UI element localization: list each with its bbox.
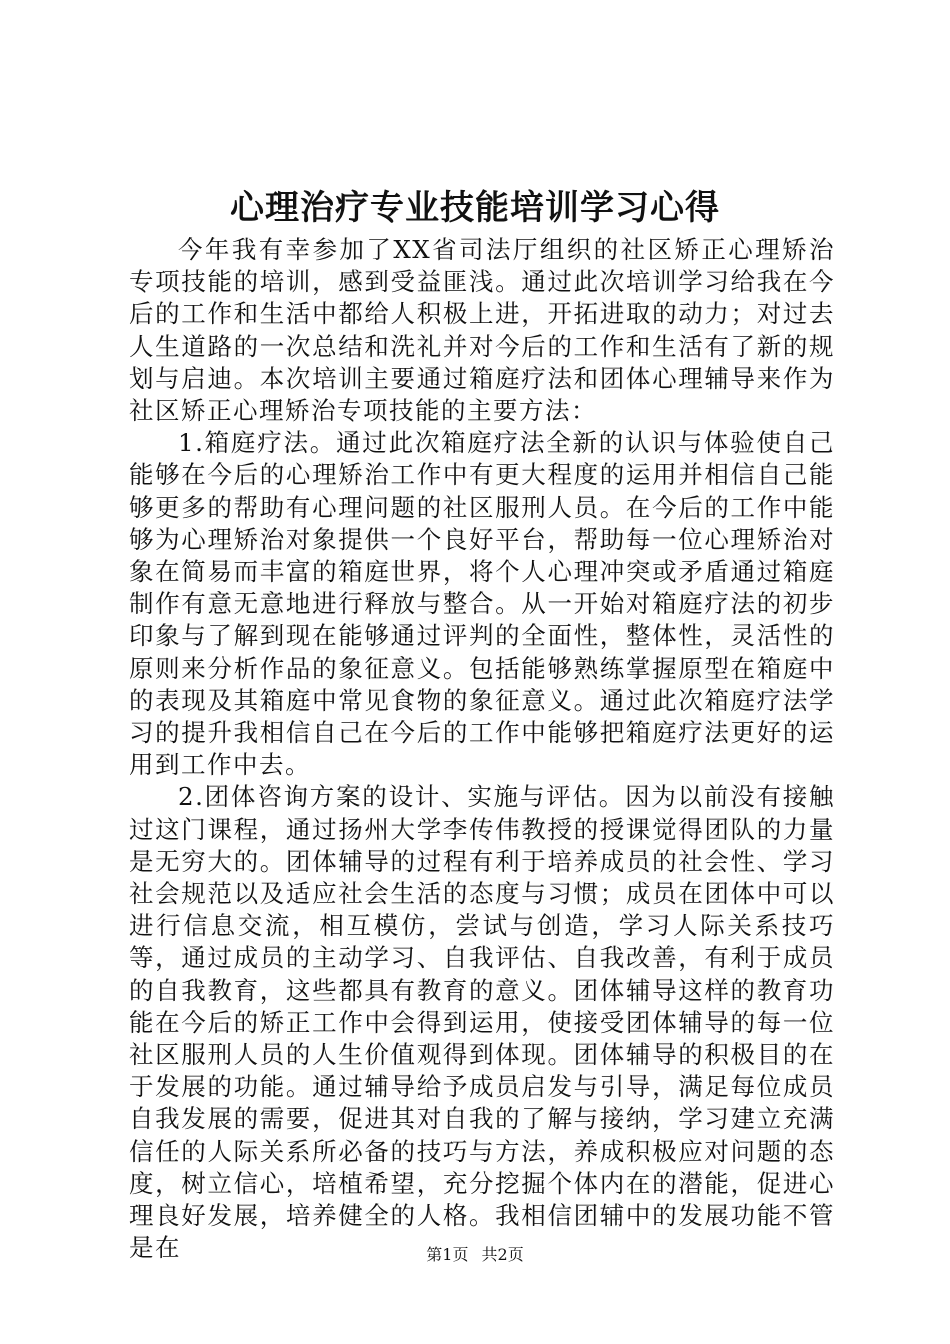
paragraph-group-counseling: 2.团体咨询方案的设计、实施与评估。因为以前没有接触过这门课程，通过扬州大学李传伟教授的授课觉得团队的力量是无穷大的。团体辅导的过程有利于培养成员的社会性、学习社会规范以及适应社会生活的态度与习惯；成员在团体中可以进行信息交流，相互模仿，尝试与创造，学习人际关系技巧等，通过成员的主动学习、自我评估、自我改善，有利于成员的自我教育，这些都具有教育的意义。团体辅导这样的教育功能在今后的矫正工作中会得到运用，使接受团体辅导的每一位社区服刑人员的人生价值观得到体现。团体辅导的积极目的在于发展的功能。通过辅导给予成员启发与引导，满足每位成员自我发展的需要，促进其对自我的了解与接纳，学习建立充满信任的人际关系所必备的技巧与方法，养成积极应对问题的态度，树立信心，培植希望，充分挖掘个体内在的潜能，促进心理良好发展，培养健全的人格。我相信团辅中的发展功能不管是在 <box>129 782 835 1263</box>
paragraph-sandplay: 1.箱庭疗法。通过此次箱庭疗法全新的认识与体验使自己能够在今后的心理矫治工作中有更大程度的运用并相信自己能够更多的帮助有心理问题的社区服刑人员。在今后的工作中能够为心理矫治对象提供一个良好平台，帮助每一位心理矫治对象在简易而丰富的箱庭世界，将个人心理冲突或矛盾通过箱庭制作有意无意地进行释放与整合。从一开始对箱庭疗法的初步印象与了解到现在能够通过评判的全面性，整体性，灵活性的原则来分析作品的象征意义。包括能够熟练掌握原型在箱庭中的表现及其箱庭中常见食物的象征意义。通过此次箱庭疗法学习的提升我相信自己在今后的工作中能够把箱庭疗法更好的运用到工作中去。 <box>129 428 835 780</box>
page-number: 第1页 <box>426 1245 469 1264</box>
document-title: 心理治疗专业技能培训学习心得 <box>230 188 720 228</box>
page-footer <box>0 1244 950 1266</box>
page-total: 共2页 <box>481 1245 524 1264</box>
paragraph-intro: 今年我有幸参加了XX省司法厅组织的社区矫正心理矫治专项技能的培训，感到受益匪浅。通过此次培训学习给我在今后的工作和生活中都给人积极上进，开拓进取的动力；对过去人生道路的一次总结和洗礼并对今后的工作和生活有了新的规划与启迪。本次培训主要通过箱庭疗法和团体心理辅导来作为社区矫正心理矫治专项技能的主要方法： <box>129 235 835 426</box>
document-body <box>129 234 835 1265</box>
